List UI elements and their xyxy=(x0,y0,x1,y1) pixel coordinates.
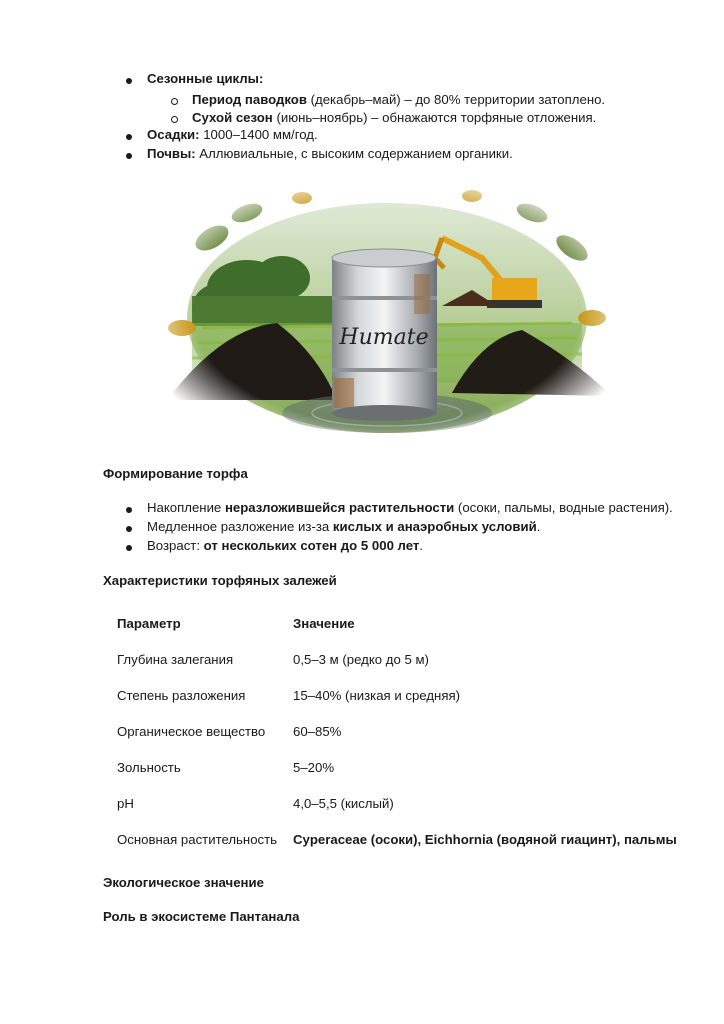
list-item: Возраст: от нескольких сотен до 5 000 лет. xyxy=(147,538,424,553)
table-cell: Органическое вещество xyxy=(117,724,266,739)
table-cell: 5–20% xyxy=(293,760,335,775)
sub-bullet xyxy=(171,116,178,123)
sub-bullet xyxy=(171,98,178,105)
table-cell: 0,5–3 м (редко до 5 м) xyxy=(293,652,429,667)
table-cell: Степень разложения xyxy=(117,688,246,703)
bullet xyxy=(126,78,132,84)
bullet xyxy=(126,134,132,140)
column-header-value: Значение xyxy=(293,616,355,631)
table-cell: 4,0–5,5 (кислый) xyxy=(293,796,394,811)
role-heading: Роль в экосистеме Пантанала xyxy=(103,909,300,924)
bullet xyxy=(126,153,132,159)
bullet xyxy=(126,526,132,532)
humate-illustration xyxy=(152,178,622,448)
characteristics-heading: Характеристики торфяных залежей xyxy=(103,573,337,588)
dry-season: Сухой сезон (июнь–ноябрь) – обнажаются торфяные отложения. xyxy=(192,110,597,125)
precipitation: Осадки: 1000–1400 мм/год. xyxy=(147,127,318,142)
table-cell: pH xyxy=(117,796,134,811)
flood-period: Период паводков (декабрь–май) – до 80% территории затоплено. xyxy=(192,92,606,107)
soils: Почвы: Аллювиальные, с высоким содержанием органики. xyxy=(147,146,513,161)
list-item: Медленное разложение из-за кислых и анаэробных условий. xyxy=(147,519,541,534)
bullet xyxy=(126,545,132,551)
bullet xyxy=(126,507,132,513)
table-cell: Cyperaceae (осоки), Eichhornia (водяной гиацинт), пальмы xyxy=(293,832,677,847)
table-cell: Основная растительность xyxy=(117,832,278,847)
seasons-title: Сезонные циклы: xyxy=(147,71,264,86)
eco-heading: Экологическое значение xyxy=(103,875,264,890)
column-header-param: Параметр xyxy=(117,616,181,631)
table-cell: Глубина залегания xyxy=(117,652,234,667)
list-item: Накопление неразложившейся растительности (осоки, пальмы, водные растения). xyxy=(147,500,673,515)
table-cell: 15–40% (низкая и средняя) xyxy=(293,688,461,703)
table-cell: 60–85% xyxy=(293,724,342,739)
table-cell: Зольность xyxy=(117,760,181,775)
peat-formation-heading: Формирование торфа xyxy=(103,466,248,481)
